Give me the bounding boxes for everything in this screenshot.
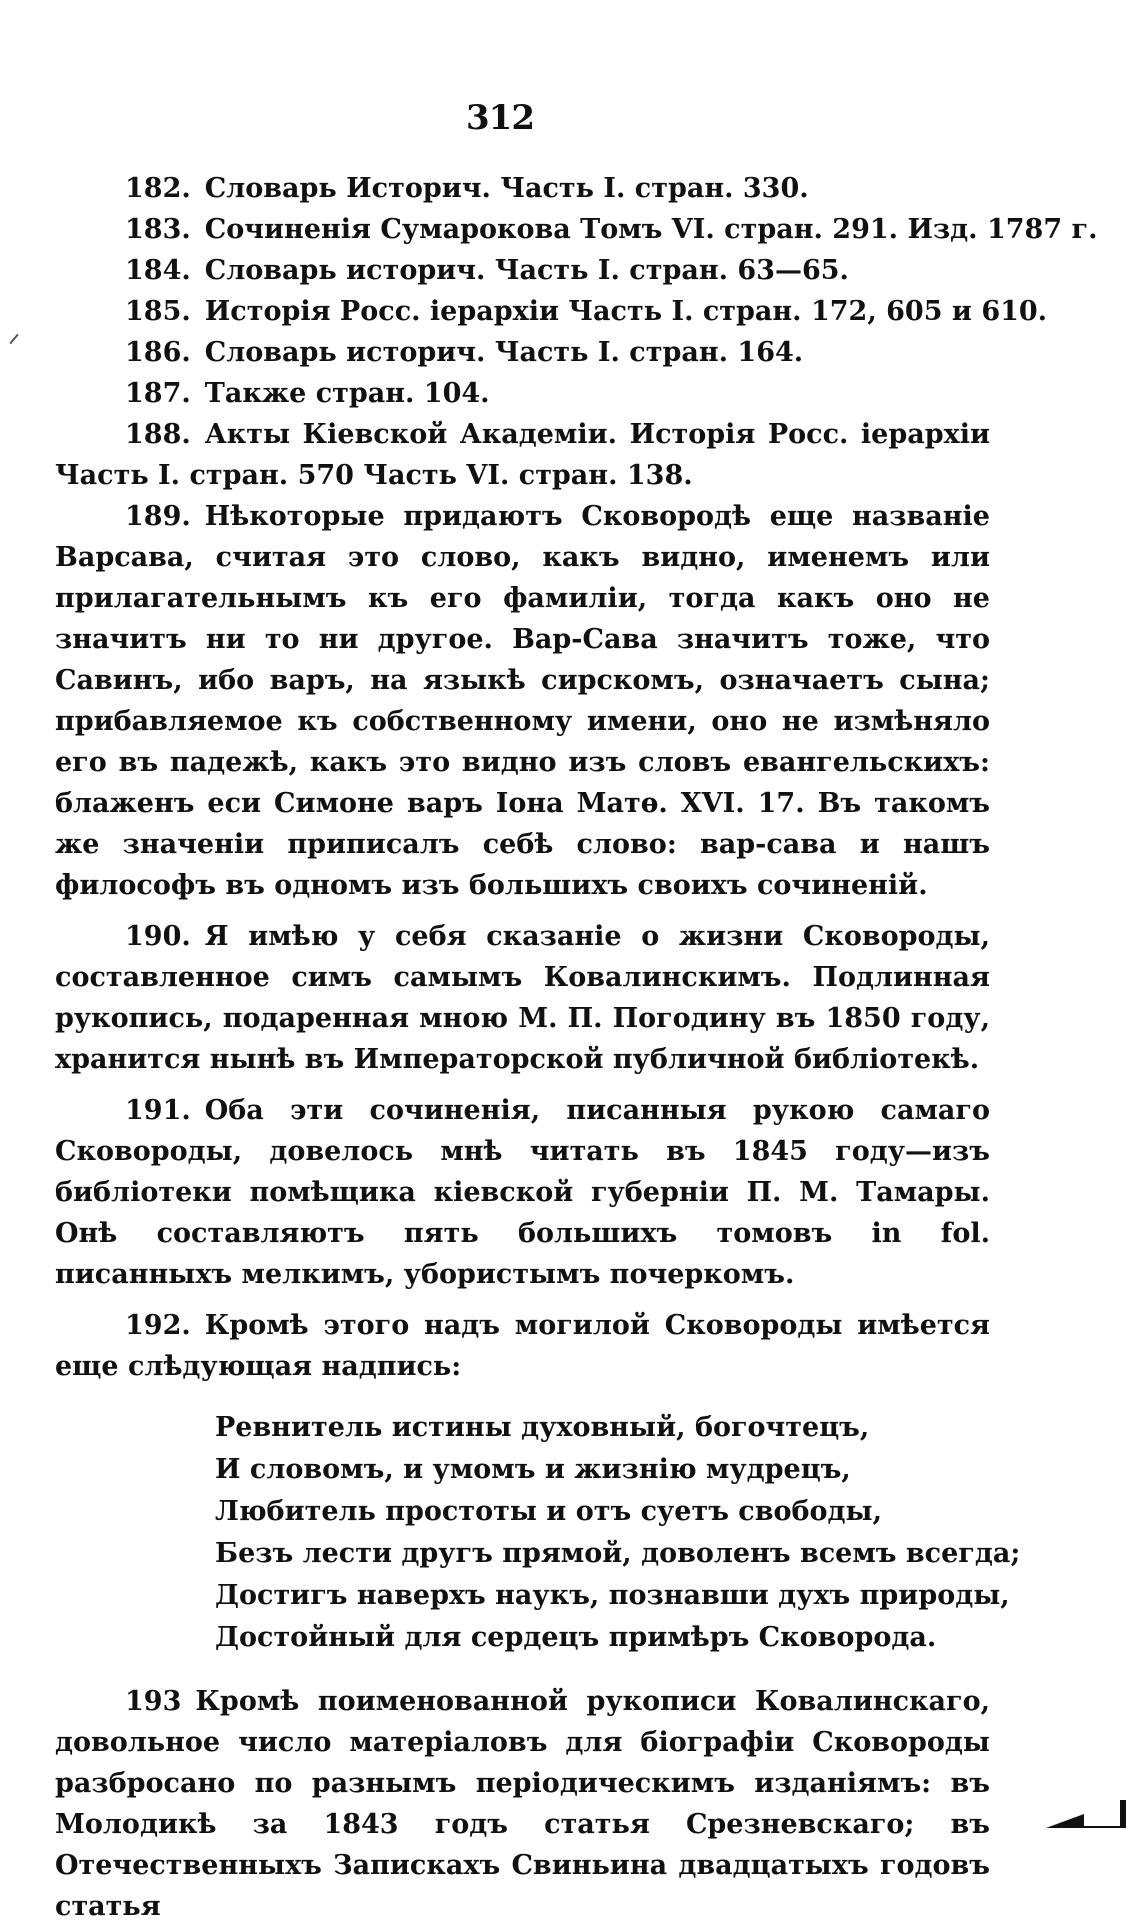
note-text: Акты Кіевской Академіи. Исторія Росс. іерархіи Часть I. стран. 570 Часть VI. стран. 138. [55,419,990,491]
note-184 [55,250,990,291]
verse-line: Достойный для сердецъ примѣръ Сковорода. [215,1622,937,1653]
note-number: 192. [125,1310,191,1341]
page-number: 312 [466,98,534,138]
note-192 [55,1305,990,1387]
note-186 [55,332,990,373]
notes-section [55,168,1098,1927]
note-text: Кромѣ поименованной рукописи Ковалинскаго, довольное число матеріаловъ для біографіи Сковороды разбросано по разнымъ періодическимъ изданіямъ: въ Молодикѣ за 1843 годъ статья Срезневскаго; въ Отечественныхъ Запискахъ Свиньина двадцатыхъ годовъ статья [55,1686,990,1922]
note-191 [55,1090,990,1295]
note-text: Кромѣ этого надъ могилой Сковороды имѣется еще слѣдующая надпись: [55,1310,990,1382]
note-187 [55,373,990,414]
note-text: Исторія Росс. іерархіи Часть I. стран. 172, 605 и 610. [204,296,1048,327]
note-number: 185. [125,296,191,327]
note-number: 183. [125,214,191,245]
note-number: 186. [125,337,191,368]
note-text: Сочиненія Сумарокова Томъ VI. стран. 291. Изд. 1787 г. [204,214,1098,245]
note-182 [55,168,990,209]
note-190 [55,916,990,1080]
note-text: Я имѣю у себя сказаніе о жизни Сковороды, составленное симъ самымъ Ковалинскимъ. Подлинная рукопись, подаренная мною М. П. Погодину въ 1850 году, хранится нынѣ въ Императорской публичной библіотекѣ. [55,921,990,1075]
note-183 [55,209,1098,250]
note-number: 190. [125,921,191,952]
margin-mark [9,334,18,344]
note-text: Словарь историч. Часть I. стран. 63—65. [204,255,849,286]
verse-line: И словомъ, и умомъ и жизнію мудрецъ, [215,1454,851,1485]
note-188 [55,414,990,496]
note-number: 191. [125,1095,191,1126]
note-text: Оба эти сочиненія, писанныя рукою самаго Сковороды, довелось мнѣ читать въ 1845 году—изъ библіотеки помѣщика кіевской губерніи П. М. Тамары. Онѣ составляютъ пять большихъ томовъ in fol. писанныхъ мелкимъ, убористымъ почеркомъ. [55,1095,990,1290]
note-number: 193 [125,1686,182,1717]
note-number: 182. [125,173,191,204]
verse-line: Безъ лести другъ прямой, доволенъ всемъ всегда; [215,1538,1021,1569]
note-number: 184. [125,255,191,286]
note-text: Словарь Историч. Часть I. стран. 330. [204,173,809,204]
note-189 [55,496,990,906]
verse-line: Любитель простоты и отъ суетъ свободы, [215,1496,882,1527]
note-text: Словарь историч. Часть I. стран. 164. [204,337,804,368]
note-number: 187. [125,378,191,409]
verse-line: Достигъ наверхъ наукъ, познавши духъ природы, [215,1580,1010,1611]
note-193 [55,1681,990,1927]
epitaph-verse [215,1407,1021,1659]
corner-ornament [1044,1792,1134,1832]
note-text: Также стран. 104. [204,378,490,409]
note-number: 188. [125,419,191,450]
note-185 [55,291,1048,332]
verse-line: Ревнитель истины духовный, богочтецъ, [215,1412,870,1443]
note-number: 189. [125,501,191,532]
note-text: Нѣкоторые придаютъ Сковородѣ еще названіе Варсава, считая это слово, какъ видно, именемъ или прилагательнымъ къ его фамиліи, тогда какъ оно не значитъ ни то ни другое. Вар-Сава значитъ тоже, что Савинъ, ибо варъ, на языкѣ сирскомъ, означаетъ сына; прибавляемое къ собственному имени, оно не измѣняло его въ падежѣ, какъ это видно изъ словъ евангельскихъ: блаженъ еси Симоне варъ Іона Матѳ. XVI. 17. Въ такомъ же значеніи приписалъ себѣ слово: вар-сава и нашъ философъ въ одномъ изъ большихъ своихъ сочиненій. [55,501,990,901]
